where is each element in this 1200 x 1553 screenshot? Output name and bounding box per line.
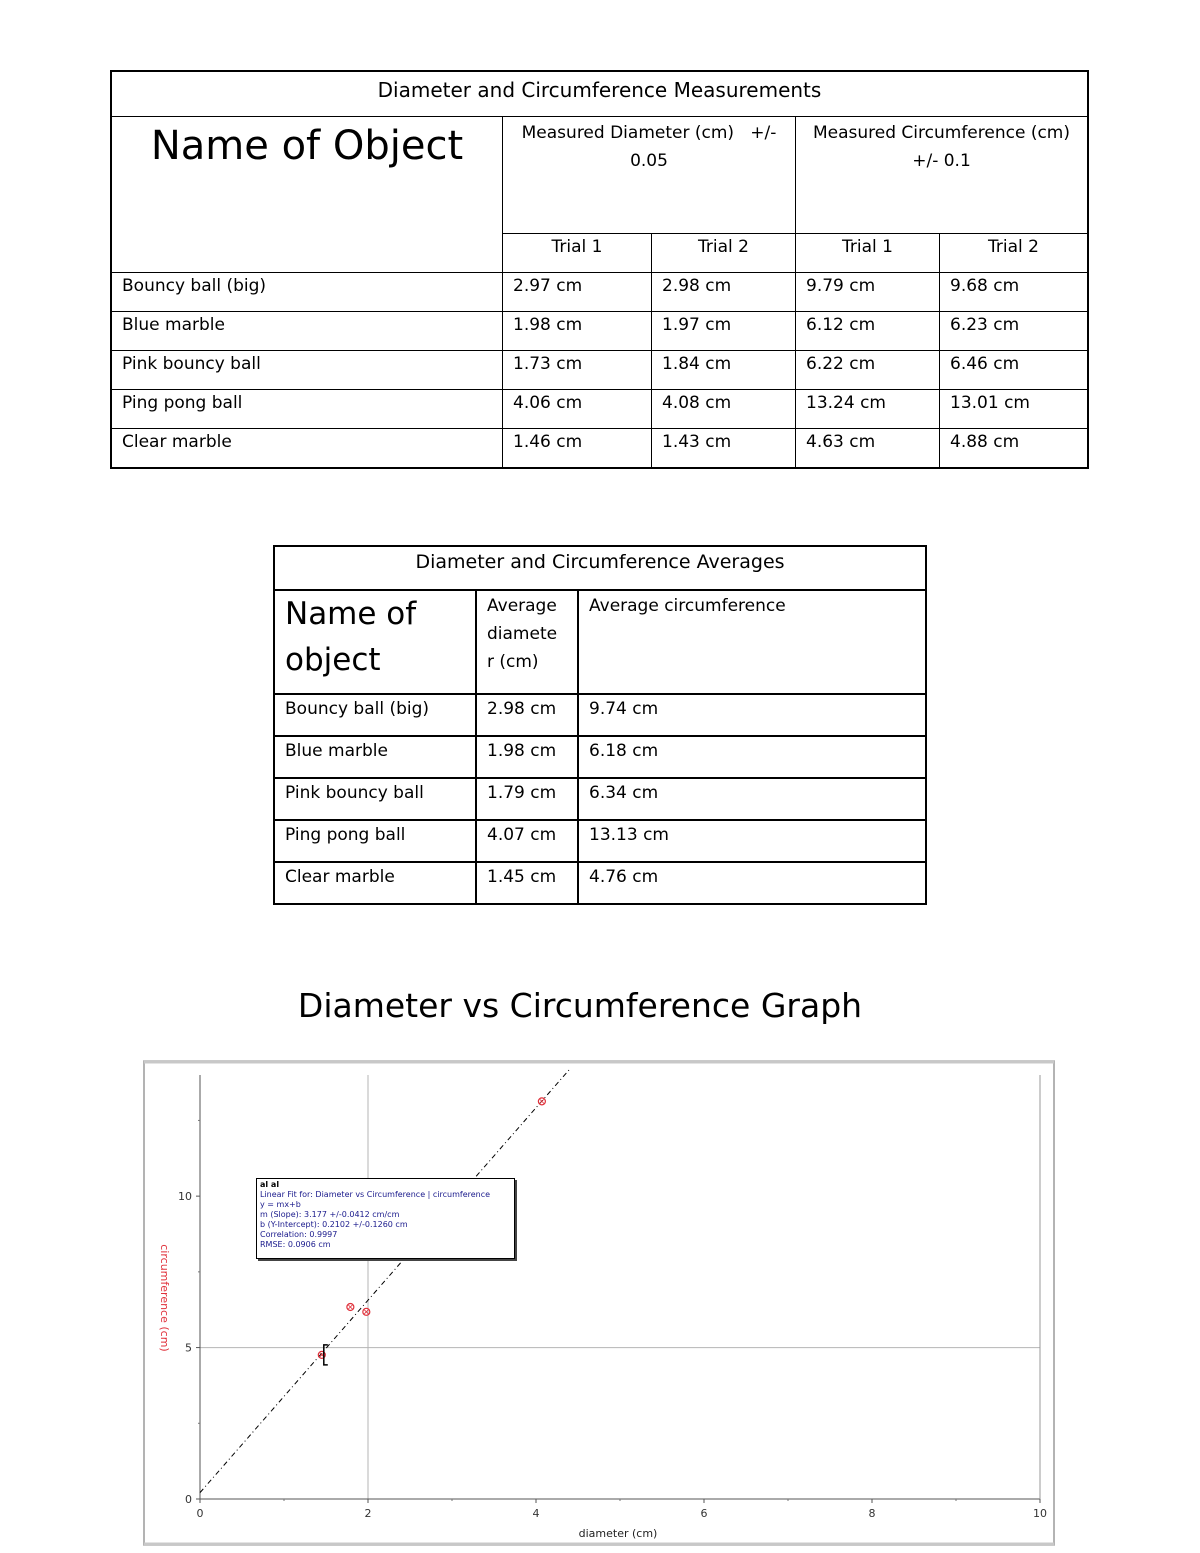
object-name: Ping pong ball [274, 820, 476, 862]
circumference-trial-2: 6.46 cm [940, 351, 1089, 390]
diameter-trial-2: 4.08 cm [652, 390, 796, 429]
table-row [274, 862, 926, 904]
x-tick-label: 8 [868, 1507, 876, 1520]
average-circumference: 6.18 cm [578, 736, 926, 778]
diameter-vs-circumference-chart [143, 1060, 1055, 1546]
fit-box-line: y = mx+b [260, 1200, 301, 1209]
object-name: Clear marble [274, 862, 476, 904]
table-row [111, 312, 1088, 351]
fit-box-line: m (Slope): 3.177 +/-0.0412 cm/cm [260, 1210, 400, 1219]
circumference-trial-2: 9.68 cm [940, 273, 1089, 312]
x-tick-label: 0 [196, 1507, 204, 1520]
measured-circumference-header [796, 117, 1089, 234]
x-axis-title: diameter (cm) [578, 1527, 658, 1540]
average-diameter: 1.45 cm [476, 862, 578, 904]
averages-table-title: Diameter and Circumference Averages [274, 546, 926, 590]
diameter-trial-1: 1.46 cm [503, 429, 652, 469]
object-name: Ping pong ball [111, 390, 503, 429]
fit-box-line: RMSE: 0.0906 cm [260, 1240, 331, 1249]
object-name: Clear marble [111, 429, 503, 469]
object-name: Bouncy ball (big) [111, 273, 503, 312]
circumference-trial-1: 9.79 cm [796, 273, 940, 312]
x-tick-label: 4 [532, 1507, 540, 1520]
diameter-trial-2: 2.98 cm [652, 273, 796, 312]
circumference-trial-2: 4.88 cm [940, 429, 1089, 469]
average-diameter-header [476, 590, 578, 694]
circumference-trial-1: 13.24 cm [796, 390, 940, 429]
measurements-table-title: Diameter and Circumference Measurements [111, 71, 1088, 117]
table-row [111, 429, 1088, 469]
average-diameter: 1.98 cm [476, 736, 578, 778]
chart-frame [144, 1061, 1054, 1545]
diameter-trial-2: 1.84 cm [652, 351, 796, 390]
y-tick-label: 0 [185, 1493, 192, 1506]
average-circumference: 13.13 cm [578, 820, 926, 862]
graph-panel [143, 1060, 1055, 1546]
table-row [111, 351, 1088, 390]
name-of-object-header: Name of Object [111, 117, 503, 273]
average-circumference: 6.34 cm [578, 778, 926, 820]
measured-circumference-header-line1: Measured Circumference (cm) [812, 123, 1070, 143]
averages-name-header [274, 590, 476, 694]
measured-diameter-header-line1: Measured Diameter (cm) +/- [521, 123, 777, 143]
trial-header: Trial 2 [652, 234, 796, 273]
table-row [111, 273, 1088, 312]
diameter-trial-1: 1.98 cm [503, 312, 652, 351]
table-row [274, 778, 926, 820]
diameter-trial-1: 2.97 cm [503, 273, 652, 312]
fit-box-line: Linear Fit for: Diameter vs Circumference | circumference [260, 1190, 491, 1199]
x-tick-label: 10 [1033, 1507, 1047, 1520]
measurements-table [110, 70, 1089, 469]
x-tick-label: 6 [700, 1507, 708, 1520]
object-name: Blue marble [274, 736, 476, 778]
diameter-trial-1: 1.73 cm [503, 351, 652, 390]
circumference-trial-1: 6.12 cm [796, 312, 940, 351]
averages-table [273, 545, 927, 905]
y-tick-label: 10 [178, 1190, 192, 1204]
y-axis-title: circumference (cm) [158, 1244, 171, 1352]
average-diameter-header-line1: Average [487, 596, 557, 616]
trial-header: Trial 2 [940, 234, 1089, 273]
averages-name-header-line1: Name of [285, 596, 417, 632]
diameter-trial-2: 1.97 cm [652, 312, 796, 351]
trial-header: Trial 1 [796, 234, 940, 273]
trial-header: Trial 1 [503, 234, 652, 273]
circumference-trial-1: 4.63 cm [796, 429, 940, 469]
circumference-trial-1: 6.22 cm [796, 351, 940, 390]
diameter-trial-1: 4.06 cm [503, 390, 652, 429]
x-tick-label: 2 [364, 1507, 372, 1520]
average-diameter-header-line3: r (cm) [487, 652, 539, 672]
average-diameter-header-line2: diamete [487, 624, 558, 644]
fit-box-header: al al [260, 1180, 280, 1189]
average-diameter: 1.79 cm [476, 778, 578, 820]
fit-box-line: b (Y-Intercept): 0.2102 +/-0.1260 cm [260, 1220, 408, 1229]
object-name: Blue marble [111, 312, 503, 351]
measured-circumference-header-line2: +/- 0.1 [912, 151, 971, 171]
table-row [111, 390, 1088, 429]
average-circumference: 9.74 cm [578, 694, 926, 736]
linear-fit-info-box[interactable] [256, 1178, 515, 1259]
circumference-trial-2: 13.01 cm [940, 390, 1089, 429]
average-diameter: 2.98 cm [476, 694, 578, 736]
table-row [274, 736, 926, 778]
average-diameter: 4.07 cm [476, 820, 578, 862]
table-row [274, 694, 926, 736]
measured-diameter-header-line2: 0.05 [630, 151, 668, 171]
circumference-trial-2: 6.23 cm [940, 312, 1089, 351]
object-name: Bouncy ball (big) [274, 694, 476, 736]
average-circumference: 4.76 cm [578, 862, 926, 904]
fit-box-line: Correlation: 0.9997 [260, 1230, 338, 1239]
diameter-trial-2: 1.43 cm [652, 429, 796, 469]
averages-name-header-line2: object [285, 642, 381, 678]
y-tick-label: 5 [185, 1341, 192, 1355]
average-circumference-header: Average circumference [578, 590, 926, 694]
table-row [274, 820, 926, 862]
measured-diameter-header [503, 117, 796, 234]
object-name: Pink bouncy ball [111, 351, 503, 390]
object-name: Pink bouncy ball [274, 778, 476, 820]
graph-title: Diameter vs Circumference Graph [297, 986, 863, 1025]
